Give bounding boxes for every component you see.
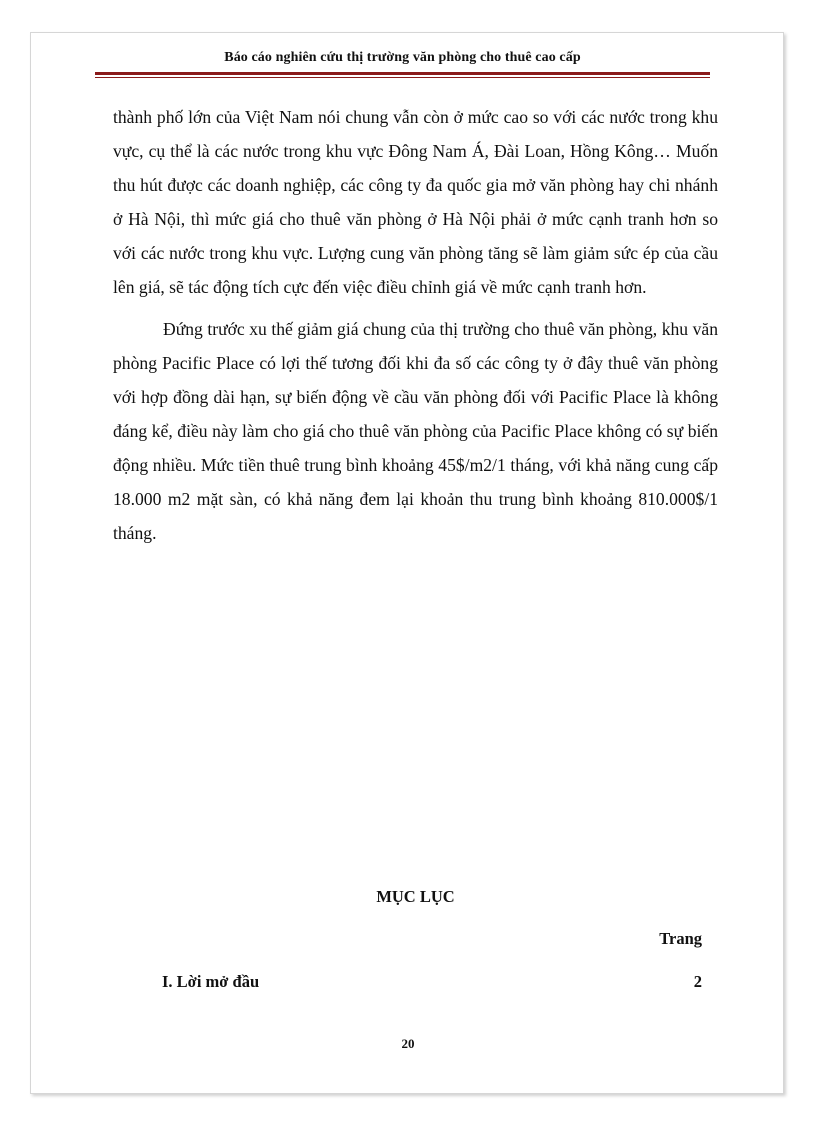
toc-page-column-label: Trang [659,929,702,948]
toc-entry-label: I. Lời mở đầu [162,972,260,991]
header-rule-thin [95,77,710,78]
body-text [113,100,718,550]
page-header-title: Báo cáo nghiên cứu thị trường văn phòng cho thuê cao cấp [224,50,581,65]
toc-entry[interactable] [162,972,702,992]
page-number: 20 [401,1036,415,1051]
header-rule-thick [95,72,710,75]
toc-entry-page: 2 [693,972,702,991]
body-paragraph-1: thành phố lớn của Việt Nam nói chung vẫn còn ở mức cao so với các nước trong khu vực, cụ thể là các nước trong khu vực Đông Nam Á, Đài Loan, Hồng Kông… Muốn thu hút được các doanh nghiệp, các công ty đa quốc gia mở văn phòng hay chi nhánh ở Hà Nội, thì mức giá cho thuê văn phòng ở Hà Nội phải ở mức cạnh tranh hơn so với các nước trong khu vực. Lượng cung văn phòng tăng sẽ làm giảm sức ép của cầu lên giá, sẽ tác động tích cực đến việc điều chỉnh giá về mức cạnh tranh hơn. [113,107,718,297]
body-paragraph-2: Đứng trước xu thế giảm giá chung của thị trường cho thuê văn phòng, khu văn phòng Pacific Place có lợi thế tương đối khi đa số các công ty ở đây thuê văn phòng với hợp đồng dài hạn, sự biến động về cầu văn phòng đối với Pacific Place là không đáng kể, điều này làm cho giá cho thuê văn phòng của Pacific Place không có sự biến động nhiều. Mức tiền thuê trung bình khoảng 45$/m2/1 tháng, với khả năng cung cấp 18.000 m2 mặt sàn, có khả năng đem lại khoản thu trung bình khoảng 810.000$/1 tháng. [113,319,718,543]
toc-title: MỤC LỤC [376,887,455,906]
